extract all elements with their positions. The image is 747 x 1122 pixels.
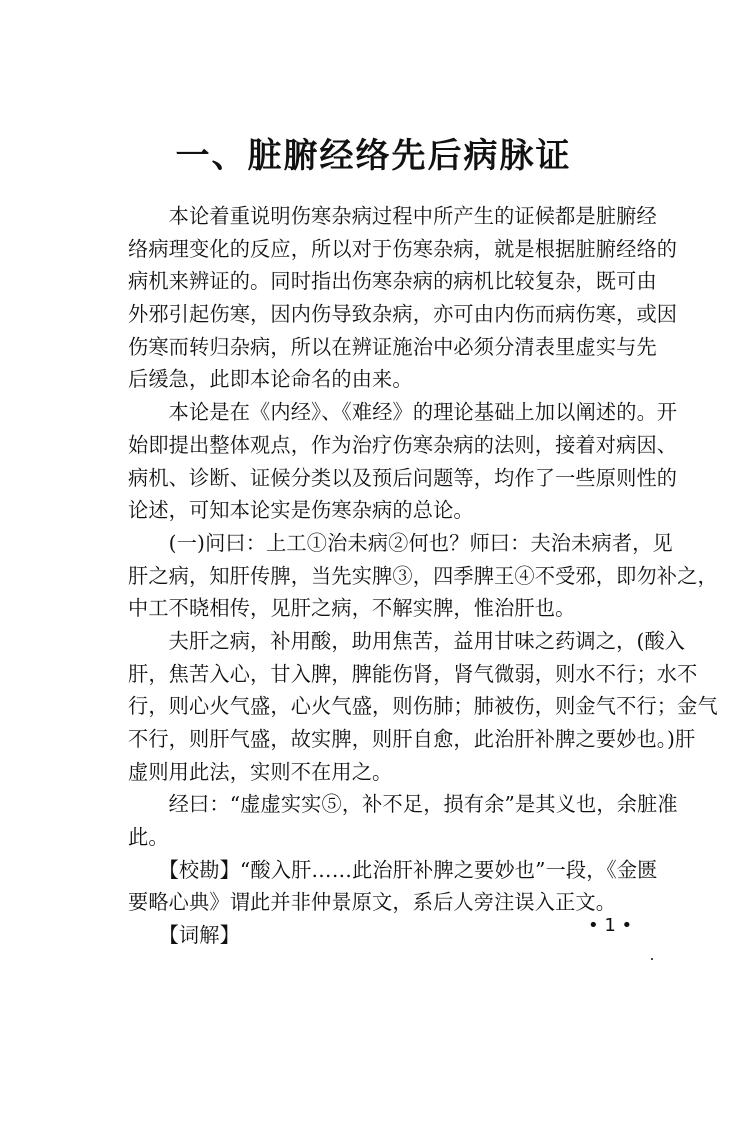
text-line: 要略心典》谓此并非仲景原文，系后人旁注误入正文。 — [128, 890, 617, 915]
text-line: 病机来辨证的。同时指出伤寒杂病的病机比较复杂，既可由 — [128, 269, 657, 294]
text-line: 病机、诊断、证候分类以及预后问题等，均作了一些原则性的 — [128, 465, 678, 490]
text-line: 后缓急，此即本论命名的由来。 — [128, 367, 413, 392]
text-line: 外邪引起伤寒，因内伤导致杂病，亦可由内伤而病伤寒，或因 — [128, 302, 678, 327]
text-line: 虚则用此法，实则不在用之。 — [128, 759, 393, 784]
text-line: 始即提出整体观点，作为治疗伤寒杂病的法则，接着对病因、 — [128, 432, 678, 457]
text-line: 此。 — [128, 825, 169, 850]
text-line: 【校勘】“酸入肝……此治肝补脾之要妙也”一段，《金匮 — [128, 857, 658, 882]
text-line: 本论是在《内经》、《难经》的理论基础上加以阐述的。开 — [128, 400, 678, 425]
text-line: 肝，焦苦入心，甘入脾，脾能伤肾，肾气微弱，则水不行；水不 — [128, 661, 698, 686]
text-line: 本论着重说明伤寒杂病过程中所产生的证候都是脏腑经 — [128, 204, 657, 228]
text-line: 【词解】 — [128, 923, 240, 948]
text-line: 论述，可知本论实是伤寒杂病的总论。 — [128, 498, 474, 523]
body-text — [128, 200, 718, 952]
text-line: 经曰：“虚虚实实⑤，补不足，损有余”是其义也，余脏准 — [128, 792, 678, 817]
text-line: (一)问曰：上工①治未病②何也？师曰：夫治未病者，见 — [128, 530, 673, 555]
text-line: 络病理变化的反应，所以对于伤寒杂病，就是根据脏腑经络的 — [128, 236, 678, 261]
text-line: 夫肝之病，补用酸，助用焦苦，益用甘味之药调之，(酸入 — [128, 628, 686, 653]
text-line: 行，则心火气盛，心火气盛，则伤肺；肺被伤，则金气不行；金气 — [128, 694, 718, 719]
text-line: 不行，则肝气盛，故实脾，则肝自愈，此治肝补脾之要妙也。)肝 — [128, 727, 696, 751]
text-line: 中工不晓相传，见肝之病，不解实脾，惟治肝也。 — [128, 596, 576, 621]
page-number: • 1 • — [588, 915, 633, 936]
page-title: 一、脏腑经络先后病脉证 — [175, 136, 572, 176]
text-line: 肝之病，知肝传脾，当先实脾③，四季脾王④不受邪，即勿补之， — [128, 563, 718, 588]
text-line: 伤寒而转归杂病，所以在辨证施治中必须分清表里虚实与先 — [128, 334, 657, 359]
scan-speck — [651, 958, 653, 960]
